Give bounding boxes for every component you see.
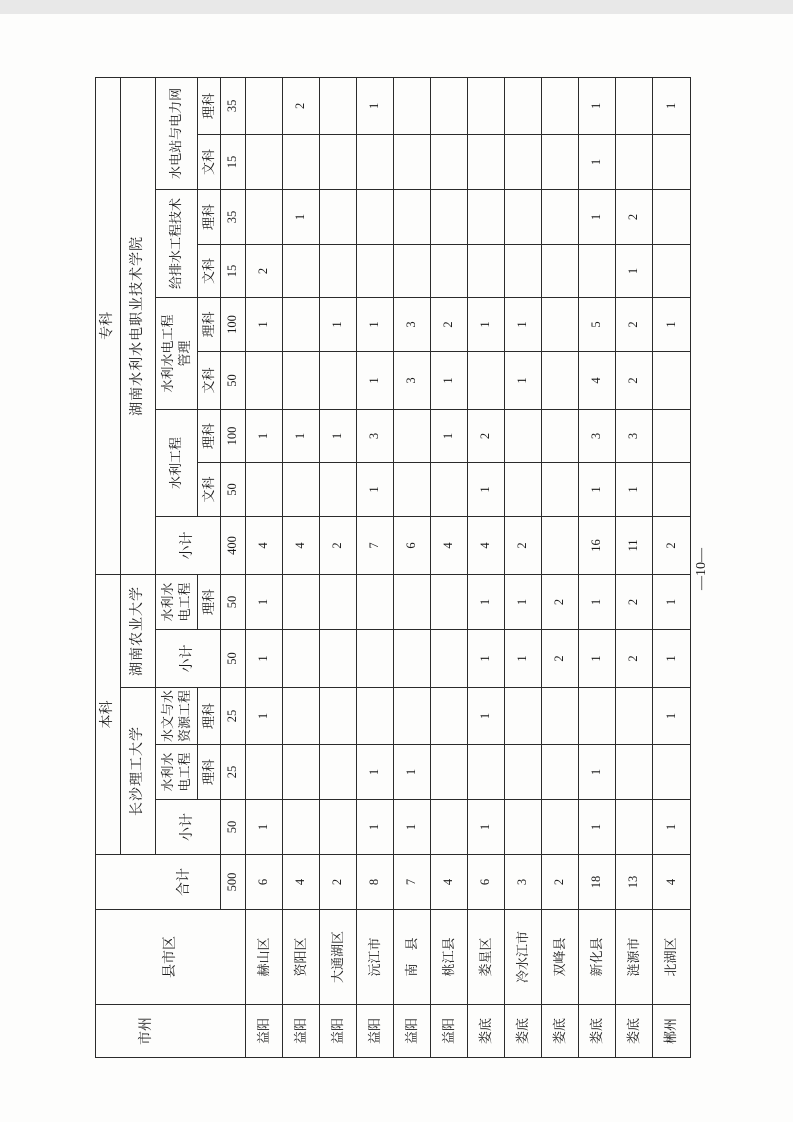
cell-college-subtotal: 2 — [320, 516, 357, 574]
cell-hydropower-management-arts — [246, 351, 283, 409]
header-total: 合计 — [96, 855, 221, 910]
cell-total: 7 — [394, 855, 431, 910]
cell-drainage-arts — [542, 244, 579, 297]
cell-hydropower-management-science: 1 — [505, 297, 542, 351]
cell-csust-hydrology-science — [505, 688, 542, 745]
table-header — [96, 77, 246, 1057]
cell-csust-subtotal — [542, 800, 579, 855]
cell-water-engineering-arts — [542, 462, 579, 516]
table-row — [468, 77, 505, 1057]
table-row — [394, 77, 431, 1057]
cell-csust-hydropower-science: 1 — [394, 745, 431, 800]
plan-total-cell: 500 — [221, 855, 246, 910]
cell-total: 4 — [283, 855, 320, 910]
cell-city: 益阳 — [357, 1005, 394, 1058]
cell-total: 13 — [616, 855, 653, 910]
cell-drainage-science: 1 — [283, 189, 320, 244]
header-track-arts: 文科 — [198, 462, 221, 516]
cell-city: 益阳 — [431, 1005, 468, 1058]
cell-csust-subtotal — [616, 800, 653, 855]
header-major-csust-hydropower — [156, 745, 198, 800]
cell-city: 娄底 — [542, 1005, 579, 1058]
cell-hunau-hydropower-science: 1 — [579, 574, 616, 629]
header-school-csust: 长沙理工大学 — [121, 688, 156, 855]
cell-total: 2 — [320, 855, 357, 910]
cell-county: 双峰县 — [542, 910, 579, 1005]
cell-water-engineering-arts — [653, 462, 691, 516]
cell-hunau-subtotal: 1 — [246, 630, 283, 688]
page-number: —10— — [694, 548, 709, 590]
cell-drainage-arts: 2 — [246, 244, 283, 297]
cell-csust-subtotal: 1 — [653, 800, 691, 855]
cell-hydropower-management-science: 1 — [468, 297, 505, 351]
cell-city: 娄底 — [468, 1005, 505, 1058]
plan-drainage-arts-cell: 15 — [221, 244, 246, 297]
enrollment-plan-table — [95, 77, 691, 1058]
cell-csust-hydropower-science — [616, 745, 653, 800]
table-row — [542, 77, 579, 1057]
cell-college-subtotal: 4 — [468, 516, 505, 574]
header-subtotal-college: 小计 — [156, 516, 221, 574]
cell-hunau-subtotal: 2 — [616, 630, 653, 688]
cell-hunau-subtotal — [283, 630, 320, 688]
cell-county: 桃江县 — [431, 910, 468, 1005]
cell-csust-subtotal: 1 — [246, 800, 283, 855]
cell-drainage-arts — [283, 244, 320, 297]
cell-water-engineering-arts — [246, 462, 283, 516]
cell-csust-hydropower-science — [246, 745, 283, 800]
cell-station-grid-arts — [653, 134, 691, 189]
cell-csust-hydrology-science — [357, 688, 394, 745]
cell-water-engineering-science: 1 — [320, 409, 357, 462]
cell-station-grid-arts — [283, 134, 320, 189]
cell-county: 沅江市 — [357, 910, 394, 1005]
cell-drainage-arts — [394, 244, 431, 297]
cell-city: 郴州 — [653, 1005, 691, 1058]
cell-station-grid-arts — [542, 134, 579, 189]
cell-city: 娄底 — [579, 1005, 616, 1058]
header-track-science: 理科 — [198, 409, 221, 462]
major-label: 水文与水资源工程 — [159, 690, 192, 743]
cell-csust-subtotal — [505, 800, 542, 855]
cell-drainage-science — [431, 189, 468, 244]
cell-county: 南 县 — [394, 910, 431, 1005]
header-school-hunau: 湖南农业大学 — [121, 574, 156, 687]
plan-water-engineering-arts-cell: 50 — [221, 462, 246, 516]
cell-college-subtotal: 4 — [246, 516, 283, 574]
cell-station-grid-arts — [616, 134, 653, 189]
plan-hydropower-management-science-cell: 100 — [221, 297, 246, 351]
plan-hunau-subtotal-cell: 50 — [221, 630, 246, 688]
cell-county: 新化县 — [579, 910, 616, 1005]
cell-station-grid-science — [431, 77, 468, 134]
cell-college-subtotal: 2 — [653, 516, 691, 574]
cell-hunau-hydropower-science: 1 — [653, 574, 691, 629]
cell-csust-hydropower-science — [431, 745, 468, 800]
cell-hydropower-management-arts — [542, 351, 579, 409]
cell-total: 8 — [357, 855, 394, 910]
scan-edge — [0, 0, 793, 14]
header-major-water-supply-drainage: 给排水工程技术 — [156, 189, 198, 297]
cell-station-grid-arts — [357, 134, 394, 189]
cell-csust-hydrology-science — [283, 688, 320, 745]
major-label: 水利水电工程管理 — [159, 314, 192, 393]
table-row — [505, 77, 542, 1057]
cell-station-grid-arts — [394, 134, 431, 189]
header-track-science: 理科 — [198, 77, 221, 134]
table-row — [616, 77, 653, 1057]
cell-drainage-arts: 1 — [616, 244, 653, 297]
cell-total: 4 — [431, 855, 468, 910]
cell-drainage-arts — [468, 244, 505, 297]
header-major-station-grid: 水电站与电力网 — [156, 77, 198, 189]
cell-hydropower-management-arts: 3 — [394, 351, 431, 409]
table-row — [320, 77, 357, 1057]
cell-hydropower-management-science: 1 — [320, 297, 357, 351]
plan-station-grid-science-cell: 35 — [221, 77, 246, 134]
plan-hydropower-management-arts-cell: 50 — [221, 351, 246, 409]
cell-station-grid-arts — [505, 134, 542, 189]
cell-csust-hydrology-science — [616, 688, 653, 745]
cell-total: 18 — [579, 855, 616, 910]
plan-station-grid-arts-cell: 15 — [221, 134, 246, 189]
cell-csust-hydrology-science — [431, 688, 468, 745]
cell-water-engineering-science: 3 — [616, 409, 653, 462]
cell-csust-hydrology-science: 1 — [653, 688, 691, 745]
header-track-science: 理科 — [198, 574, 221, 629]
cell-hunau-hydropower-science — [283, 574, 320, 629]
cell-hydropower-management-arts: 1 — [505, 351, 542, 409]
cell-hunau-subtotal — [431, 630, 468, 688]
header-county: 县市区 — [96, 910, 246, 1005]
cell-station-grid-science: 1 — [357, 77, 394, 134]
cell-hunau-subtotal: 1 — [653, 630, 691, 688]
plan-csust-hydrology-science-cell: 25 — [221, 688, 246, 745]
cell-college-subtotal: 2 — [505, 516, 542, 574]
cell-water-engineering-science: 2 — [468, 409, 505, 462]
cell-csust-hydrology-science: 1 — [246, 688, 283, 745]
cell-hydropower-management-arts: 4 — [579, 351, 616, 409]
cell-hydropower-management-science: 1 — [246, 297, 283, 351]
cell-csust-hydrology-science — [542, 688, 579, 745]
cell-county: 大通湖区 — [320, 910, 357, 1005]
cell-csust-subtotal: 1 — [357, 800, 394, 855]
cell-csust-hydrology-science — [579, 688, 616, 745]
cell-station-grid-science — [505, 77, 542, 134]
cell-hydropower-management-arts — [320, 351, 357, 409]
cell-water-engineering-arts: 1 — [468, 462, 505, 516]
cell-hunau-hydropower-science — [394, 574, 431, 629]
cell-csust-hydrology-science — [394, 688, 431, 745]
header-city: 市州 — [96, 1005, 246, 1058]
cell-csust-hydropower-science: 1 — [579, 745, 616, 800]
cell-station-grid-science — [616, 77, 653, 134]
cell-drainage-arts — [320, 244, 357, 297]
cell-total: 6 — [246, 855, 283, 910]
cell-county: 娄星区 — [468, 910, 505, 1005]
cell-county: 冷水江市 — [505, 910, 542, 1005]
table-row — [283, 77, 320, 1057]
cell-drainage-science — [653, 189, 691, 244]
header-major-hunau-hydropower — [156, 574, 198, 629]
table-body — [246, 77, 691, 1057]
cell-csust-hydropower-science — [283, 745, 320, 800]
cell-drainage-science: 2 — [616, 189, 653, 244]
plan-college-subtotal-cell: 400 — [221, 516, 246, 574]
cell-hydropower-management-arts: 1 — [357, 351, 394, 409]
cell-water-engineering-arts: 1 — [357, 462, 394, 516]
cell-hunau-subtotal: 1 — [579, 630, 616, 688]
header-track-arts: 文科 — [198, 134, 221, 189]
cell-drainage-science — [246, 189, 283, 244]
cell-hunau-subtotal — [320, 630, 357, 688]
cell-station-grid-arts — [431, 134, 468, 189]
cell-drainage-science — [542, 189, 579, 244]
cell-city: 益阳 — [283, 1005, 320, 1058]
major-label: 水利水电工程 — [159, 582, 192, 622]
cell-water-engineering-science — [653, 409, 691, 462]
cell-hydropower-management-science: 3 — [394, 297, 431, 351]
table-frame — [95, 78, 690, 1058]
header-row-level — [96, 77, 121, 1057]
cell-total: 2 — [542, 855, 579, 910]
cell-station-grid-arts — [468, 134, 505, 189]
cell-city: 益阳 — [394, 1005, 431, 1058]
cell-station-grid-science — [542, 77, 579, 134]
cell-csust-hydropower-science — [468, 745, 505, 800]
cell-csust-hydrology-science: 1 — [468, 688, 505, 745]
cell-water-engineering-arts — [431, 462, 468, 516]
cell-drainage-science — [320, 189, 357, 244]
table-row — [579, 77, 616, 1057]
header-subtotal-csust: 小计 — [156, 800, 221, 855]
cell-city: 益阳 — [320, 1005, 357, 1058]
cell-csust-hydropower-science — [320, 745, 357, 800]
cell-drainage-arts — [653, 244, 691, 297]
cell-water-engineering-science: 1 — [431, 409, 468, 462]
cell-water-engineering-science — [542, 409, 579, 462]
cell-hydropower-management-science — [283, 297, 320, 351]
cell-water-engineering-arts — [320, 462, 357, 516]
cell-water-engineering-arts — [505, 462, 542, 516]
header-major-csust-hydrology — [156, 688, 198, 745]
table-row — [357, 77, 394, 1057]
cell-station-grid-arts: 1 — [579, 134, 616, 189]
cell-city: 娄底 — [505, 1005, 542, 1058]
cell-hydropower-management-science — [542, 297, 579, 351]
header-track-science: 理科 — [198, 189, 221, 244]
cell-county: 赫山区 — [246, 910, 283, 1005]
cell-station-grid-science — [320, 77, 357, 134]
cell-station-grid-science: 1 — [653, 77, 691, 134]
table-row — [246, 77, 283, 1057]
cell-total: 4 — [653, 855, 691, 910]
cell-hydropower-management-science: 2 — [431, 297, 468, 351]
cell-drainage-science — [357, 189, 394, 244]
header-major-water-engineering: 水利工程 — [156, 409, 198, 516]
cell-hunau-hydropower-science: 2 — [542, 574, 579, 629]
cell-drainage-science — [505, 189, 542, 244]
cell-hunau-hydropower-science: 1 — [505, 574, 542, 629]
cell-hunau-subtotal: 2 — [542, 630, 579, 688]
cell-drainage-science: 1 — [579, 189, 616, 244]
cell-water-engineering-science: 1 — [283, 409, 320, 462]
major-label: 水利水电工程 — [159, 752, 192, 792]
cell-csust-subtotal: 1 — [579, 800, 616, 855]
header-track-science: 理科 — [198, 745, 221, 800]
cell-csust-hydropower-science — [542, 745, 579, 800]
cell-water-engineering-science: 1 — [246, 409, 283, 462]
plan-csust-hydropower-science-cell: 25 — [221, 745, 246, 800]
cell-station-grid-arts — [320, 134, 357, 189]
cell-station-grid-arts — [246, 134, 283, 189]
cell-drainage-science — [394, 189, 431, 244]
cell-water-engineering-science — [394, 409, 431, 462]
cell-college-subtotal — [542, 516, 579, 574]
header-track-science: 理科 — [198, 297, 221, 351]
header-track-arts: 文科 — [198, 351, 221, 409]
cell-hydropower-management-science: 1 — [653, 297, 691, 351]
cell-drainage-arts — [357, 244, 394, 297]
table-row — [653, 77, 691, 1057]
header-undergraduate: 本科 — [96, 574, 121, 854]
header-major-hydropower-management — [156, 297, 198, 409]
cell-college-subtotal: 11 — [616, 516, 653, 574]
cell-drainage-arts — [505, 244, 542, 297]
plan-hunau-hydropower-science-cell: 50 — [221, 574, 246, 629]
cell-station-grid-science — [394, 77, 431, 134]
cell-drainage-arts — [579, 244, 616, 297]
cell-county: 涟源市 — [616, 910, 653, 1005]
cell-college-subtotal: 7 — [357, 516, 394, 574]
cell-college-subtotal: 4 — [283, 516, 320, 574]
cell-water-engineering-arts: 1 — [579, 462, 616, 516]
cell-total: 3 — [505, 855, 542, 910]
cell-csust-subtotal — [283, 800, 320, 855]
cell-hydropower-management-science: 2 — [616, 297, 653, 351]
cell-drainage-arts — [431, 244, 468, 297]
cell-hunau-subtotal: 1 — [468, 630, 505, 688]
cell-station-grid-science: 1 — [579, 77, 616, 134]
header-junior-college: 专科 — [96, 77, 121, 574]
cell-water-engineering-science — [505, 409, 542, 462]
cell-city: 益阳 — [246, 1005, 283, 1058]
cell-hunau-hydropower-science: 2 — [616, 574, 653, 629]
cell-csust-subtotal — [320, 800, 357, 855]
plan-water-engineering-science-cell: 100 — [221, 409, 246, 462]
cell-college-subtotal: 4 — [431, 516, 468, 574]
cell-hydropower-management-arts — [468, 351, 505, 409]
cell-water-engineering-arts: 1 — [616, 462, 653, 516]
cell-college-subtotal: 16 — [579, 516, 616, 574]
cell-water-engineering-science: 3 — [357, 409, 394, 462]
cell-hunau-hydropower-science: 1 — [468, 574, 505, 629]
cell-county: 北湖区 — [653, 910, 691, 1005]
cell-station-grid-science: 2 — [283, 77, 320, 134]
cell-hydropower-management-arts: 2 — [616, 351, 653, 409]
cell-hunau-hydropower-science: 1 — [246, 574, 283, 629]
cell-csust-hydrology-science — [320, 688, 357, 745]
cell-total: 6 — [468, 855, 505, 910]
plan-drainage-science-cell: 35 — [221, 189, 246, 244]
cell-hunau-subtotal — [394, 630, 431, 688]
cell-hydropower-management-arts: 1 — [431, 351, 468, 409]
plan-csust-subtotal-cell: 50 — [221, 800, 246, 855]
cell-station-grid-science — [246, 77, 283, 134]
cell-csust-hydropower-science — [653, 745, 691, 800]
cell-hydropower-management-science: 5 — [579, 297, 616, 351]
cell-hunau-subtotal: 1 — [505, 630, 542, 688]
cell-csust-subtotal: 1 — [394, 800, 431, 855]
cell-csust-hydropower-science: 1 — [357, 745, 394, 800]
cell-hydropower-management-science: 1 — [357, 297, 394, 351]
table-row — [431, 77, 468, 1057]
cell-hydropower-management-arts — [283, 351, 320, 409]
cell-county: 资阳区 — [283, 910, 320, 1005]
cell-hydropower-management-arts — [653, 351, 691, 409]
cell-csust-hydropower-science — [505, 745, 542, 800]
header-track-arts: 文科 — [198, 244, 221, 297]
cell-water-engineering-arts — [394, 462, 431, 516]
cell-drainage-science — [468, 189, 505, 244]
cell-water-engineering-science: 3 — [579, 409, 616, 462]
cell-college-subtotal: 6 — [394, 516, 431, 574]
cell-csust-subtotal: 1 — [468, 800, 505, 855]
cell-hunau-subtotal — [357, 630, 394, 688]
cell-hunau-hydropower-science — [431, 574, 468, 629]
cell-csust-subtotal — [431, 800, 468, 855]
cell-city: 娄底 — [616, 1005, 653, 1058]
cell-hunau-hydropower-science — [357, 574, 394, 629]
cell-water-engineering-arts — [283, 462, 320, 516]
cell-station-grid-science — [468, 77, 505, 134]
header-school-hnwater: 湖南水利水电职业技术学院 — [121, 77, 156, 574]
cell-hunau-hydropower-science — [320, 574, 357, 629]
header-subtotal-hunau: 小计 — [156, 630, 221, 688]
header-track-science: 理科 — [198, 688, 221, 745]
